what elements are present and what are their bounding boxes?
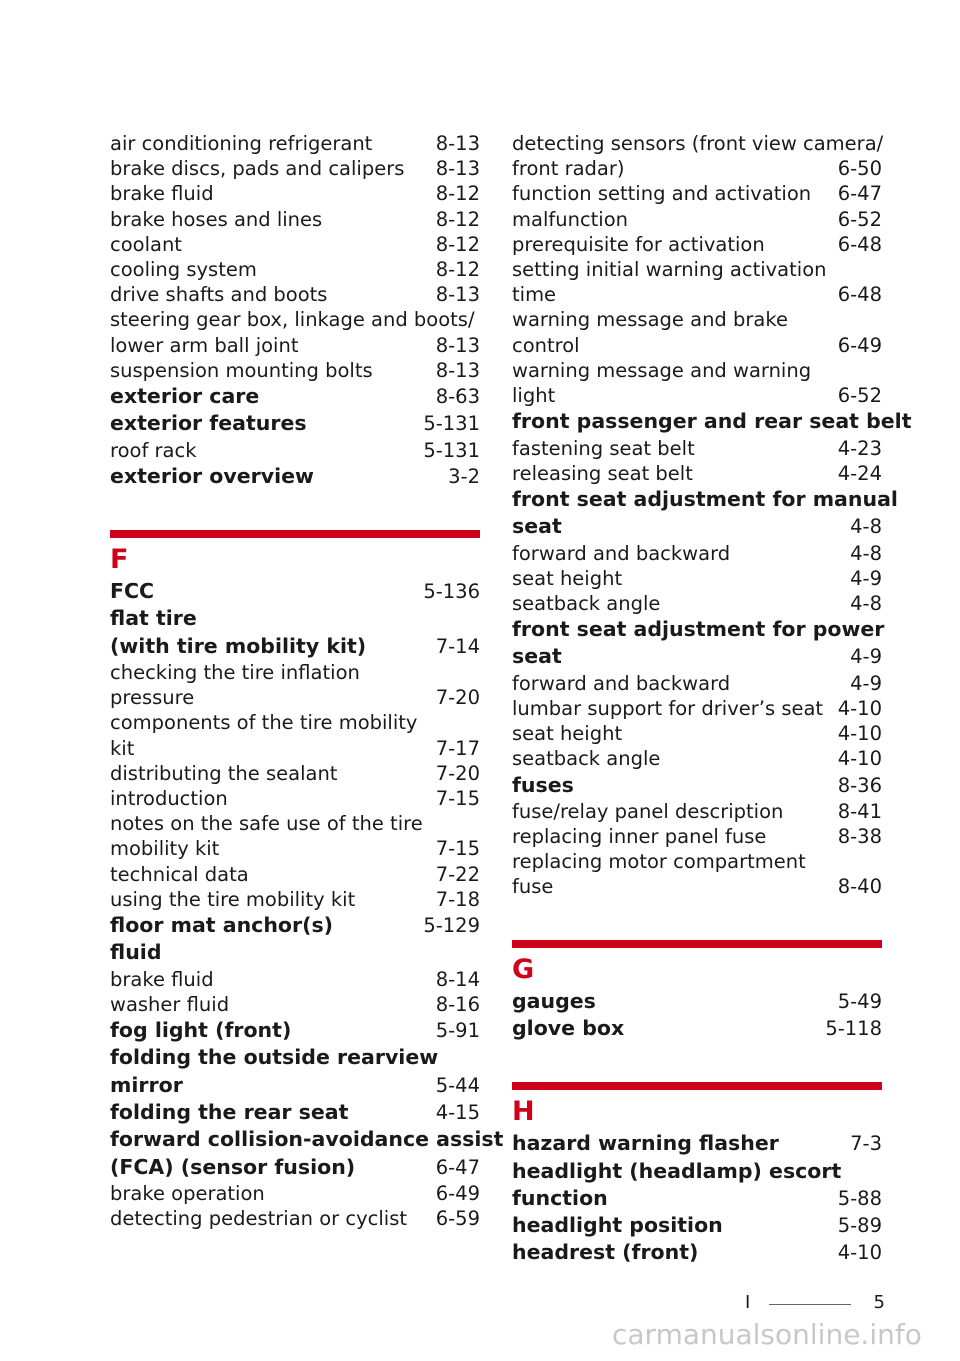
index-entry — [512, 746, 882, 771]
index-entry — [110, 282, 480, 307]
left-index-column — [110, 131, 504, 1231]
index-entry — [512, 333, 882, 358]
index-heading — [110, 1154, 480, 1181]
entry-text: lumbar support for driver’s seat — [512, 696, 824, 720]
entry-page-ref: 8-13 — [435, 358, 480, 382]
index-heading: fluid — [110, 940, 162, 965]
entry-page-ref: 5-44 — [435, 1073, 480, 1097]
entry-page-ref: 8-13 — [435, 283, 480, 307]
index-heading — [512, 643, 882, 670]
index-heading — [512, 513, 882, 540]
index-entry: detecting sensors (front view camera/ — [512, 132, 884, 155]
entry-page-ref: 8-12 — [435, 182, 480, 206]
entry-text: suspension mounting bolts — [110, 358, 373, 382]
entry-page-ref: 4-9 — [850, 566, 882, 590]
entry-text: time — [512, 283, 557, 307]
index-entry — [110, 207, 480, 232]
entry-page-ref: 4-15 — [435, 1100, 480, 1124]
index-heading — [110, 912, 480, 939]
index-entry — [512, 799, 882, 824]
entry-page-ref: 5-88 — [837, 1186, 882, 1210]
entry-page-ref: 7-20 — [435, 761, 480, 785]
index-entry — [110, 156, 480, 181]
entry-text: brake operation — [110, 1181, 265, 1205]
index-heading: front seat adjustment for power — [512, 617, 885, 642]
entry-page-ref: 6-49 — [837, 333, 882, 357]
index-entry: checking the tire inflation — [110, 661, 360, 685]
entry-page-ref: 5-89 — [837, 1214, 882, 1238]
section-letter-g: G — [512, 953, 535, 985]
entry-text: function setting and activation — [512, 182, 812, 206]
entry-text: brake fluid — [110, 967, 214, 991]
index-entry — [110, 786, 480, 811]
entry-text: detecting pedestrian or cyclist — [110, 1207, 408, 1231]
index-heading: flat tire — [110, 606, 197, 631]
index-heading — [512, 988, 882, 1015]
entry-text: brake hoses and lines — [110, 207, 323, 231]
entry-page-ref: 4-8 — [850, 515, 882, 539]
entry-text: exterior overview — [110, 463, 314, 488]
entry-page-ref: 5-131 — [423, 438, 480, 462]
index-entry — [110, 862, 480, 887]
index-heading: front passenger and rear seat belt — [512, 409, 912, 434]
entry-page-ref: 4-9 — [850, 645, 882, 669]
index-entry — [110, 992, 480, 1017]
entry-text: malfunction — [512, 207, 629, 231]
entry-page-ref: 6-49 — [435, 1181, 480, 1205]
section-divider-bar — [512, 1082, 882, 1090]
entry-text: FCC — [110, 579, 155, 604]
entry-page-ref: 8-38 — [837, 825, 882, 849]
entry-page-ref: 8-14 — [435, 967, 480, 991]
entry-text: seatback angle — [512, 591, 661, 615]
entry-page-ref: 8-63 — [435, 385, 480, 409]
index-block-f — [110, 578, 504, 1231]
chapter-marker: I — [745, 1292, 751, 1313]
entry-text: technical data — [110, 862, 249, 886]
entry-text: exterior features — [110, 411, 307, 436]
index-entry — [512, 671, 882, 696]
index-block-g — [512, 988, 882, 1043]
index-entry — [512, 461, 882, 486]
index-heading — [512, 1015, 882, 1042]
index-entry — [110, 438, 480, 463]
entry-text: seat — [512, 644, 562, 669]
index-section-h — [512, 1082, 882, 1266]
index-entry: setting initial warning activation — [512, 258, 827, 282]
index-entry — [110, 1206, 480, 1231]
index-entry: warning message and brake — [512, 308, 788, 332]
index-entry — [110, 761, 480, 786]
index-entry — [512, 436, 882, 461]
entry-page-ref: 8-13 — [435, 157, 480, 181]
entry-text: function — [512, 1185, 608, 1210]
index-entry — [512, 566, 882, 591]
entry-text: fuse — [512, 875, 554, 899]
index-heading — [110, 633, 480, 660]
entry-page-ref: 4-8 — [850, 541, 882, 565]
entry-text: releasing seat belt — [512, 461, 693, 485]
entry-text: distributing the sealant — [110, 761, 338, 785]
index-entry: steering gear box, linkage and boots/ — [110, 308, 475, 332]
entry-page-ref: 8-36 — [837, 773, 882, 797]
section-letter-h: H — [512, 1096, 535, 1128]
entry-text: floor mat anchor(s) — [110, 913, 334, 938]
entry-text: roof rack — [110, 438, 197, 462]
entry-text: fog light (front) — [110, 1018, 292, 1043]
entry-page-ref: 6-52 — [837, 384, 882, 408]
entry-page-ref: 7-18 — [435, 887, 480, 911]
entry-page-ref: 8-13 — [435, 333, 480, 357]
footer-rule — [769, 1304, 851, 1305]
entry-text: drive shafts and boots — [110, 283, 328, 307]
section-divider-bar — [110, 530, 480, 538]
page-footer — [745, 1292, 885, 1316]
entry-text: gauges — [512, 988, 596, 1013]
index-entry: replacing motor compartment — [512, 850, 806, 874]
entry-text: fuses — [512, 772, 574, 797]
entry-page-ref: 6-47 — [435, 1155, 480, 1179]
entry-text: glove box — [512, 1015, 625, 1040]
entry-text: coolant — [110, 232, 182, 256]
entry-page-ref: 7-17 — [435, 736, 480, 760]
entry-page-ref: 5-49 — [837, 989, 882, 1013]
index-entry — [110, 887, 480, 912]
index-heading — [110, 383, 480, 410]
entry-text: headrest (front) — [512, 1240, 699, 1265]
index-entry: notes on the safe use of the tire — [110, 812, 423, 836]
entry-page-ref: 7-14 — [435, 634, 480, 658]
entry-page-ref: 7-15 — [435, 837, 480, 861]
entry-text: seat — [512, 514, 562, 539]
index-heading: front seat adjustment for manual — [512, 486, 898, 511]
index-block-h — [512, 1130, 882, 1266]
index-entry — [110, 257, 480, 282]
index-section-f — [110, 530, 504, 1231]
entry-page-ref: 8-12 — [435, 207, 480, 231]
entry-text: using the tire mobility kit — [110, 887, 356, 911]
entry-page-ref: 5-129 — [423, 914, 480, 938]
entry-text: washer fluid — [110, 992, 230, 1016]
entry-text: fastening seat belt — [512, 436, 695, 460]
index-entry — [110, 131, 480, 156]
entry-page-ref: 6-47 — [837, 182, 882, 206]
index-entry — [512, 232, 882, 257]
entry-page-ref: 4-10 — [837, 722, 882, 746]
section-divider-bar — [512, 940, 882, 948]
entry-page-ref: 4-24 — [837, 461, 882, 485]
index-entry — [110, 736, 480, 761]
index-entry — [512, 156, 882, 181]
entry-page-ref: 7-15 — [435, 787, 480, 811]
right-index-column — [512, 131, 912, 1267]
entry-text: seatback angle — [512, 747, 661, 771]
index-heading — [110, 1099, 480, 1126]
index-heading — [512, 772, 882, 799]
entry-page-ref: 6-52 — [837, 207, 882, 231]
index-heading — [512, 1239, 882, 1266]
index-entry — [110, 685, 480, 710]
index-entry: warning message and warning — [512, 358, 812, 382]
entry-text: fuse/relay panel description — [512, 799, 784, 823]
entry-page-ref: 8-12 — [435, 258, 480, 282]
entry-text: seat height — [512, 566, 623, 590]
index-block-f-continued — [512, 131, 912, 900]
index-entry — [110, 358, 480, 383]
entry-text: headlight position — [512, 1213, 723, 1238]
index-heading — [110, 578, 480, 605]
entry-page-ref: 5-91 — [435, 1019, 480, 1043]
index-entry — [512, 721, 882, 746]
index-entry — [512, 696, 882, 721]
index-heading: headlight (headlamp) escort — [512, 1158, 842, 1183]
watermark: carmanualsonline.info — [612, 1318, 922, 1351]
entry-text: seat height — [512, 722, 623, 746]
entry-page-ref: 8-41 — [837, 799, 882, 823]
entry-text: prerequisite for activation — [512, 232, 765, 256]
entry-text: (with tire mobility kit) — [110, 633, 367, 658]
entry-text: mobility kit — [110, 837, 220, 861]
entry-text: front radar) — [512, 157, 625, 181]
index-entry — [110, 836, 480, 861]
index-entry — [110, 1181, 480, 1206]
index-entry — [512, 541, 882, 566]
entry-page-ref: 4-10 — [837, 747, 882, 771]
index-heading — [110, 463, 480, 490]
entry-text: air conditioning refrigerant — [110, 132, 373, 155]
index-heading — [110, 410, 480, 437]
entry-page-ref: 7-3 — [850, 1132, 882, 1156]
entry-page-ref: 4-10 — [837, 696, 882, 720]
entry-page-ref: 4-10 — [837, 1241, 882, 1265]
index-heading — [512, 1130, 882, 1157]
index-entry: components of the tire mobility — [110, 711, 418, 735]
entry-text: forward and backward — [512, 671, 731, 695]
index-entry — [110, 181, 480, 206]
entry-text: light — [512, 384, 556, 408]
index-heading — [512, 1185, 882, 1212]
entry-text: control — [512, 333, 580, 357]
entry-text: introduction — [110, 787, 228, 811]
entry-page-ref: 7-22 — [435, 862, 480, 886]
index-heading — [110, 1072, 480, 1099]
entry-text: lower arm ball joint — [110, 333, 299, 357]
index-entry — [512, 591, 882, 616]
entry-page-ref: 6-59 — [435, 1207, 480, 1231]
index-heading — [110, 1017, 480, 1044]
index-entry — [110, 967, 480, 992]
index-entry — [512, 824, 882, 849]
entry-page-ref: 4-23 — [837, 436, 882, 460]
index-heading: folding the outside rearview — [110, 1045, 439, 1070]
index-entry — [512, 181, 882, 206]
entry-page-ref: 8-16 — [435, 992, 480, 1016]
entry-page-ref: 6-50 — [837, 157, 882, 181]
entry-text: (FCA) (sensor fusion) — [110, 1154, 356, 1179]
entry-text: cooling system — [110, 258, 257, 282]
index-entry — [110, 333, 480, 358]
page-number: 5 — [873, 1292, 885, 1313]
entry-text: brake fluid — [110, 182, 214, 206]
entry-page-ref: 4-9 — [850, 671, 882, 695]
entry-text: hazard warning flasher — [512, 1131, 779, 1156]
entry-page-ref: 5-131 — [423, 412, 480, 436]
entry-page-ref: 6-48 — [837, 232, 882, 256]
index-entry — [512, 207, 882, 232]
section-letter-f: F — [110, 544, 129, 576]
index-entry — [110, 232, 480, 257]
index-block-e-continued — [110, 131, 480, 490]
entry-text: kit — [110, 736, 135, 760]
entry-text: folding the rear seat — [110, 1099, 349, 1124]
index-entry — [512, 383, 882, 408]
entry-text: pressure — [110, 686, 195, 710]
index-heading — [512, 1212, 882, 1239]
entry-text: replacing inner panel fuse — [512, 825, 767, 849]
entry-page-ref: 5-118 — [825, 1016, 882, 1040]
entry-page-ref: 8-13 — [435, 132, 480, 155]
index-heading: forward collision-avoidance assist — [110, 1127, 504, 1152]
entry-text: forward and backward — [512, 541, 731, 565]
entry-text: brake discs, pads and calipers — [110, 157, 405, 181]
entry-text: mirror — [110, 1072, 183, 1097]
entry-page-ref: 5-136 — [423, 580, 480, 604]
index-entry — [512, 282, 882, 307]
entry-page-ref: 7-20 — [435, 686, 480, 710]
entry-page-ref: 8-12 — [435, 232, 480, 256]
entry-text: exterior care — [110, 384, 260, 409]
entry-page-ref: 6-48 — [837, 283, 882, 307]
entry-page-ref: 8-40 — [837, 875, 882, 899]
entry-page-ref: 4-8 — [850, 591, 882, 615]
index-section-g — [512, 940, 882, 1043]
entry-page-ref: 3-2 — [448, 464, 480, 488]
index-entry — [512, 874, 882, 899]
